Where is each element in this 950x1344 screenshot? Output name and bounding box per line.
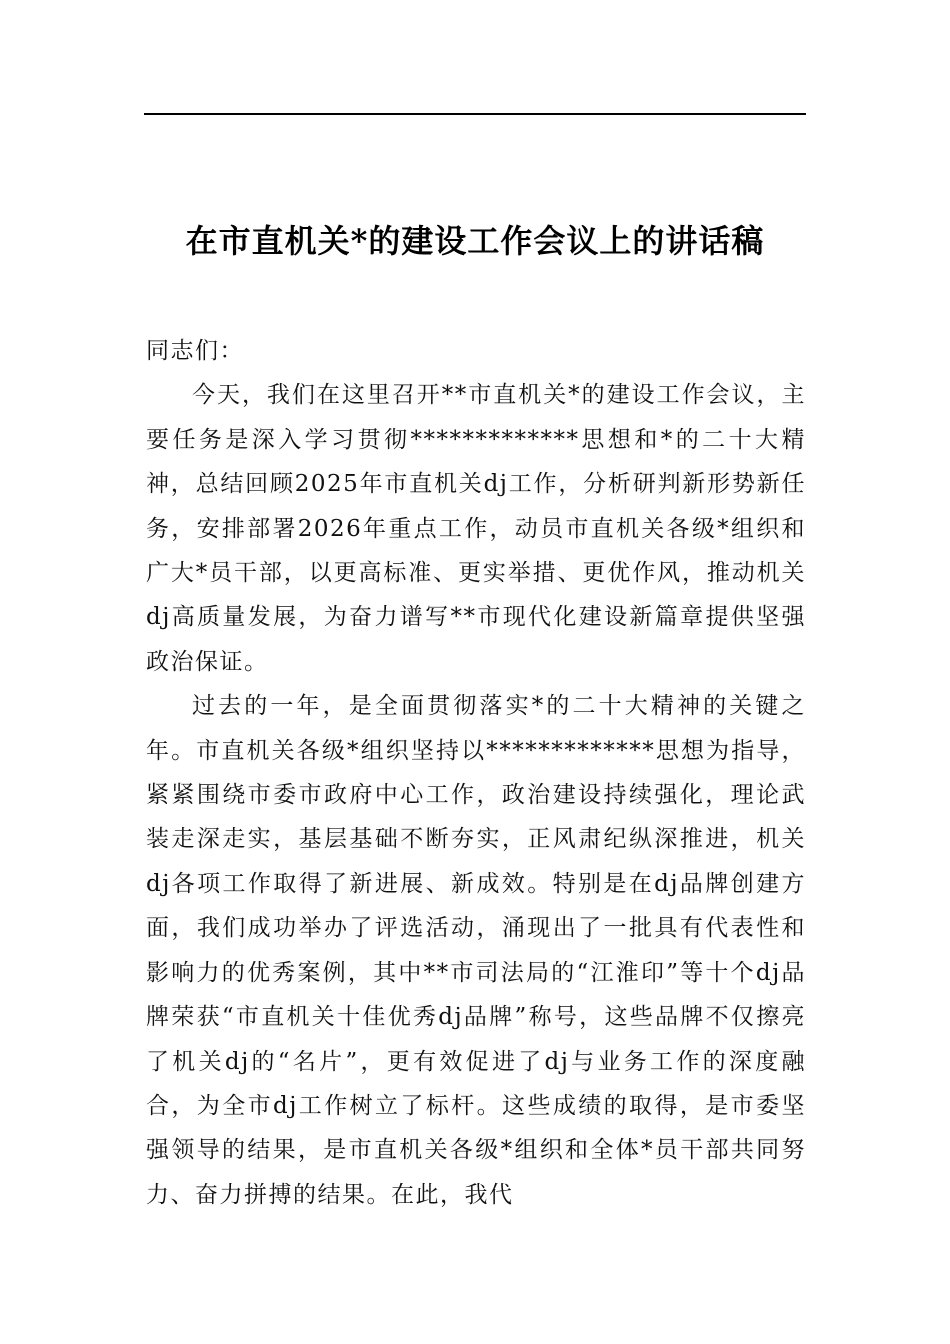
header-rule [144, 113, 806, 115]
paragraph-2: 过去的一年，是全面贯彻落实*的二十大精神的关键之年。市直机关各级*组织坚持以*************思想为指导，紧紧围绕市委市政府中心工作，政治建设持续强化，理论武装走深走实，基层基础不断夯实，正风肃纪纵深推进，机关dj各项工作取得了新进展、新成效。特别是在dj品牌创建方面，我们成功举办了评选活动，涌现出了一批具有代表性和影响力的优秀案例，其中**市司法局的“江淮印”等十个dj品牌荣获“市直机关十佳优秀dj品牌”称号，这些品牌不仅擦亮了机关dj的“名片”，更有效促进了dj与业务工作的深度融合，为全市dj工作树立了标杆。这些成绩的取得，是市委坚强领导的结果，是市直机关各级*组织和全体*员干部共同努力、奋力拼搏的结果。在此，我代 [146, 693, 806, 1208]
document-body [146, 329, 806, 1217]
paragraph-1: 今天，我们在这里召开**市直机关*的建设工作会议，主要任务是深入学习贯彻*************思想和*的二十大精神，总结回顾2025年市直机关dj工作，分析研判新形势新任务，安排部署2026年重点工作，动员市直机关各级*组织和广大*员干部，以更高标准、更实举措、更优作风，推动机关dj高质量发展，为奋力谱写**市现代化建设新篇章提供坚强政治保证。 [146, 382, 806, 675]
greeting: 同志们： [146, 338, 244, 364]
document-title: 在市直机关*的建设工作会议上的讲话稿 [185, 222, 765, 261]
